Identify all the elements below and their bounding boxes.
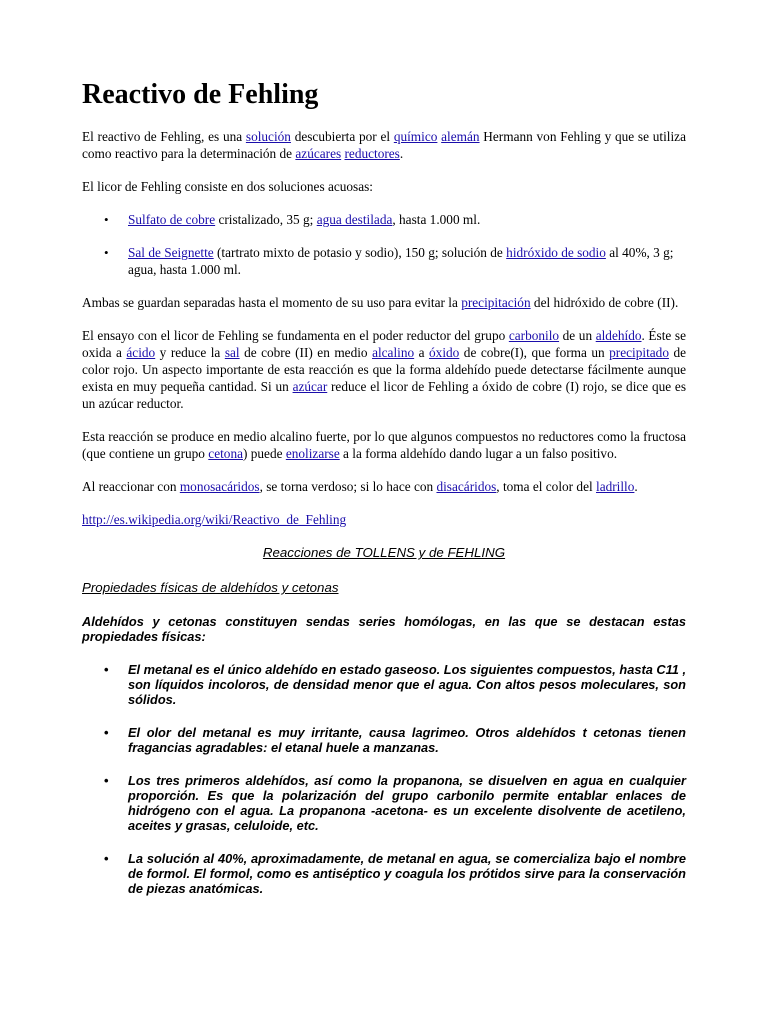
bullet-icon: •: [104, 212, 109, 227]
link-alcalino[interactable]: alcalino: [372, 345, 415, 360]
section-heading-reacciones: Reacciones de TOLLENS y de FEHLING: [262, 545, 506, 560]
link-carbonilo[interactable]: carbonilo: [508, 328, 560, 343]
link-acido[interactable]: ácido: [126, 345, 156, 360]
bullet-icon: •: [104, 725, 109, 740]
link-disacaridos[interactable]: disacáridos: [436, 479, 497, 494]
source-url-paragraph: [82, 511, 686, 528]
list-item: • El olor del metanal es muy irritante, causa lagrimeo. Otros aldehídos t cetonas tienen fragancias agradables: el etanal huele a manzanas.: [104, 725, 686, 755]
assay-paragraph: El ensayo con el licor de Fehling se fundamenta en el poder reductor del grupo carbonilo de un aldehído. Éste se oxida a ácido y reduce la sal de cobre (II) en medio alcalino a óxido de cobre(I), que forma un precipitado de color rojo. Un aspecto importante de esta reacción es que la forma aldehído puede detectarse fácilmente aunque exista en muy pequeña cantidad. Si un azúcar reduce el licor de Fehling a óxido de cobre (I) rojo, se dice que es un azúcar reductor.: [82, 328, 686, 411]
link-aldehido[interactable]: aldehído: [595, 328, 642, 343]
document-content: [82, 78, 686, 914]
list-item: • Sal de Seignette (tartrato mixto de potasio y sodio), 150 g; solución de hidróxido de sodio al 40%, 3 g; agua, hasta 1.000 ml.: [104, 245, 674, 277]
wikipedia-url-link[interactable]: http://es.wikipedia.org/wiki/Reactivo_de_Fehling: [82, 512, 347, 527]
link-azucar[interactable]: azúcar: [292, 379, 328, 394]
list-item: • La solución al 40%, aproximadamente, de metanal en agua, se comercializa bajo el nombre de formol. El formol, como es antiséptico y coagula los prótidos sirve para la conservación de piezas anatómicas.: [104, 851, 686, 896]
solutions-list: [82, 211, 686, 278]
solutions-paragraph: El licor de Fehling consiste en dos soluciones acuosas:: [82, 179, 373, 194]
link-precipitacion[interactable]: precipitación: [461, 295, 531, 310]
link-sal[interactable]: sal: [224, 345, 240, 360]
intro-paragraph: El reactivo de Fehling, es una solución descubierta por el químico alemán Hermann von Fehling y que se utiliza como reactivo para la determinación de azúcares reductores.: [82, 129, 686, 161]
properties-list: [82, 662, 686, 896]
link-azucares[interactable]: azúcares: [295, 146, 342, 161]
list-item: • El metanal es el único aldehído en estado gaseoso. Los siguientes compuestos, hasta C11 , son líquidos incoloros, de densidad menor que el agua. Con altos pesos moleculares, son sólidos.: [104, 662, 687, 707]
section-heading-propiedades: Propiedades físicas de aldehídos y cetonas: [82, 580, 339, 595]
alkaline-paragraph: Esta reacción se produce en medio alcalino fuerte, por lo que algunos compuestos no reductores como la fructosa (que contiene un grupo cetona) puede enolizarse a la forma aldehído dando lugar a un falso positivo.: [82, 429, 686, 461]
link-monosacaridos[interactable]: monosacáridos: [179, 479, 260, 494]
link-oxido[interactable]: óxido: [429, 345, 460, 360]
link-enolizarse[interactable]: enolizarse: [285, 446, 340, 461]
link-hidroxido-de-sodio[interactable]: hidróxido de sodio: [506, 245, 606, 260]
link-precipitado[interactable]: precipitado: [609, 345, 669, 360]
link-cetona[interactable]: cetona: [208, 446, 243, 461]
properties-intro: Aldehídos y cetonas constituyen sendas series homólogas, en las que se destacan estas propiedades físicas:: [82, 614, 686, 644]
link-solucion[interactable]: solución: [245, 129, 291, 144]
link-aleman[interactable]: alemán: [441, 129, 480, 144]
bullet-icon: •: [104, 773, 109, 788]
page-title: Reactivo de Fehling: [82, 79, 319, 110]
list-item: • Sulfato de cobre cristalizado, 35 g; agua destilada, hasta 1.000 ml.: [104, 212, 481, 227]
link-sulfato-de-cobre[interactable]: Sulfato de cobre: [128, 212, 216, 227]
link-ladrillo[interactable]: ladrillo: [596, 479, 635, 494]
bullet-icon: •: [104, 245, 109, 260]
list-item: • Los tres primeros aldehídos, así como la propanona, se disuelven en agua en cualquier proporción. Es que la polarización del grupo carbonilo permite entablar enlaces de hidrógeno con el agua. La propanona -acetona- es un excelente disolvente de acetileno, aceites y grasas, celuloide, etc.: [104, 773, 686, 833]
bullet-icon: •: [104, 662, 109, 677]
color-paragraph: Al reaccionar con monosacáridos, se torna verdoso; si lo hace con disacáridos, toma el color del ladrillo.: [82, 479, 638, 494]
bullet-icon: •: [104, 851, 109, 866]
link-quimico[interactable]: químico: [393, 129, 438, 144]
link-sal-de-seignette[interactable]: Sal de Seignette: [128, 245, 214, 260]
link-reductores[interactable]: reductores: [344, 146, 400, 161]
link-agua-destilada[interactable]: agua destilada: [316, 212, 393, 227]
storage-paragraph: Ambas se guardan separadas hasta el momento de su uso para evitar la precipitación del hidróxido de cobre (II).: [82, 295, 679, 310]
